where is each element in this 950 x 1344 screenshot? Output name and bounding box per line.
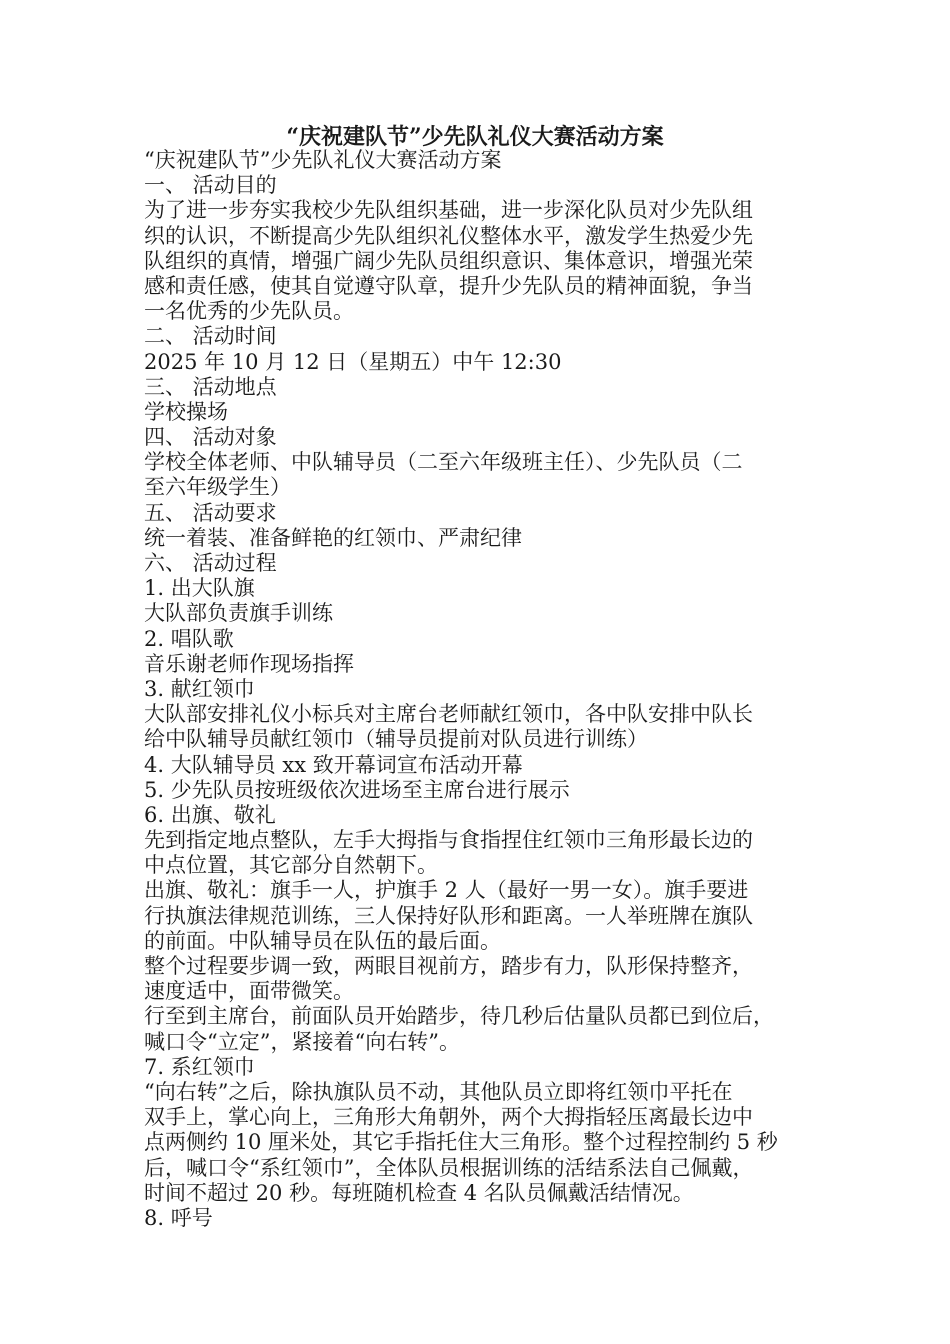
text-line: 5. 少先队员按班级依次进场至主席台进行展示	[144, 777, 570, 802]
text-line: 织的认识，不断提高少先队组织礼仪整体水平，激发学生热爱少先	[144, 223, 753, 248]
text-line: 行至到主席台，前面队员开始踏步，待几秒后估量队员都已到位后，	[144, 1004, 774, 1029]
text-line: 中点位置，其它部分自然朝下。	[144, 853, 438, 878]
text-line: 速度适中，面带微笑。	[144, 979, 354, 1004]
text-line: 先到指定地点整队，左手大拇指与食指捏住红领巾三角形最长边的	[144, 828, 753, 853]
document-body	[144, 148, 824, 1231]
text-line: 6. 出旗、敬礼	[144, 802, 276, 827]
text-line: 四、 活动对象	[144, 425, 277, 450]
text-line: 2025 年 10 月 12 日（星期五）中午 12:30	[144, 349, 562, 374]
text-line: 行执旗法律规范训练，三人保持好队形和距离。一人举班牌在旗队	[144, 903, 753, 928]
text-line: 学校全体老师、中队辅导员（二至六年级班主任）、少先队员（二	[144, 450, 743, 475]
text-line: 2. 唱队歌	[144, 626, 234, 651]
text-line: 五、 活动要求	[144, 500, 277, 525]
text-line: 1. 出大队旗	[144, 576, 255, 601]
document-title: “庆祝建队节”少先队礼仪大赛活动方案	[286, 124, 664, 150]
text-line: 一名优秀的少先队员。	[144, 299, 354, 324]
text-line: 出旗、敬礼：旗手一人，护旗手 2 人（最好一男一女）。旗手要进	[144, 878, 749, 903]
text-line: 二、 活动时间	[144, 324, 277, 349]
text-line: 3. 献红领巾	[144, 676, 255, 701]
text-line: “向右转”之后，除执旗队员不动，其他队员立即将红领巾平托在	[144, 1079, 733, 1104]
text-line: 感和责任感，使其自觉遵守队章，提升少先队员的精神面貌，争当	[144, 273, 753, 298]
text-line: 队组织的真情，增强广阔少先队员组织意识、集体意识，增强光荣	[144, 248, 753, 273]
text-line: 点两侧约 10 厘米处，其它手指托住大三角形。整个过程控制约 5 秒	[144, 1130, 778, 1155]
text-line: 4. 大队辅导员 xx 致开幕词宣布活动开幕	[144, 752, 523, 777]
text-line: 统一着装、准备鲜艳的红领巾、严肃纪律	[144, 525, 522, 550]
text-line: 7. 系红领巾	[144, 1054, 255, 1079]
text-line: 后，喊口令“系红领巾”，全体队员根据训练的活结系法自己佩戴，	[144, 1155, 754, 1180]
text-line: 学校操场	[144, 399, 228, 424]
text-line: 的前面。中队辅导员在队伍的最后面。	[144, 928, 501, 953]
text-line: 双手上，掌心向上，三角形大角朝外，两个大拇指轻压离最长边中	[144, 1105, 753, 1130]
text-line: 大队部安排礼仪小标兵对主席台老师献红领巾，各中队安排中队长	[144, 702, 753, 727]
text-line: 8. 呼号	[144, 1205, 213, 1230]
text-line: “庆祝建队节”少先队礼仪大赛活动方案	[144, 148, 502, 172]
text-line: 一、 活动目的	[144, 173, 277, 198]
text-line: 大队部负责旗手训练	[144, 601, 333, 626]
text-line: 至六年级学生）	[144, 475, 291, 500]
text-line: 整个过程要步调一致，两眼目视前方，踏步有力，队形保持整齐，	[144, 954, 753, 978]
text-line: 时间不超过 20 秒。每班随机检查 4 名队员佩戴活结情况。	[144, 1180, 694, 1205]
text-line: 音乐谢老师作现场指挥	[144, 651, 354, 676]
text-line: 为了进一步夯实我校少先队组织基础，进一步深化队员对少先队组	[144, 198, 753, 223]
text-line: 三、 活动地点	[144, 374, 277, 399]
text-line: 喊口令“立定”，紧接着“向右转”。	[144, 1029, 460, 1054]
text-line: 六、 活动过程	[144, 551, 277, 575]
text-line: 给中队辅导员献红领巾（辅导员提前对队员进行训练）	[144, 727, 648, 752]
